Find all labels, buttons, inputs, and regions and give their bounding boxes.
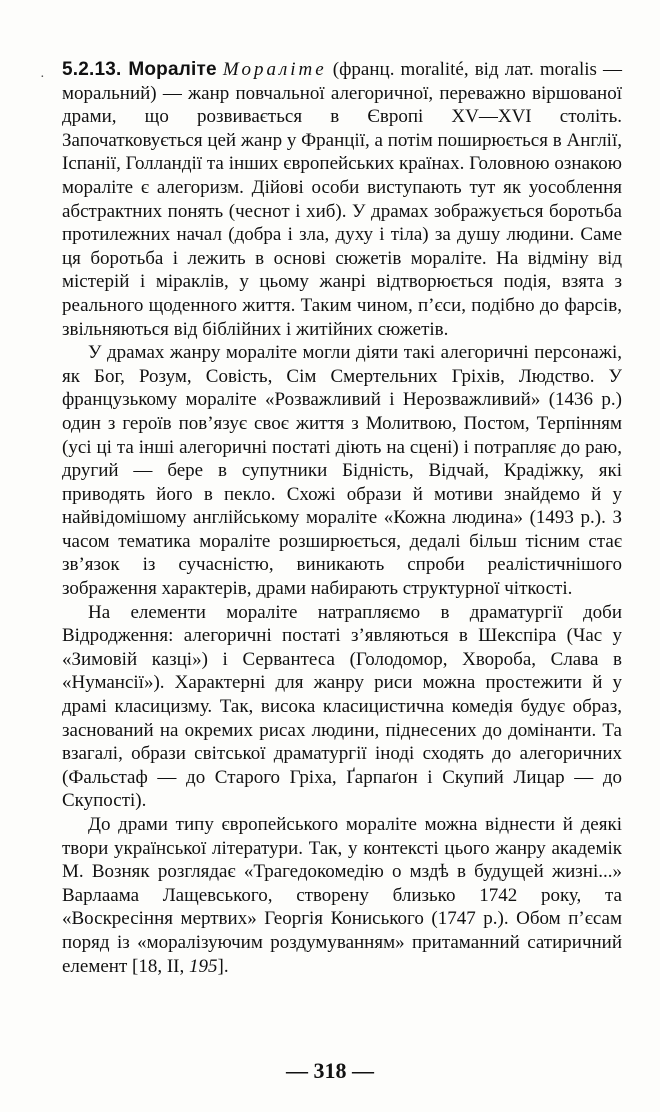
entry-term: Мораліте bbox=[222, 59, 327, 80]
citation-close: ]. bbox=[217, 955, 229, 977]
paragraph-renaissance: На елементи мораліте натрапляємо в драматургії доби Відродження: алегоричні постаті з’являються в Шекспіра (Час у «Зимовій казці») і Сервантеса (Голодомор, Хвороба, Слава в «Нумансії»). Характерні для жанру риси можна простежити й у драмі класицизму. Так, висока класицистична комедія будує образ, заснований на окремих рисах людини, піднесених до домінанти. Та взагалі, образи світської драматургії іноді сходять до алегоричних (Фальстаф — до Старого Гріха, Ґарпаґон і Скупий Лицар — до Скупості). bbox=[62, 601, 622, 812]
paragraph-ukrainian-text: До драми типу європейського мораліте можна віднести й деякі твори української літератури. Так, у контексті цього жанру академік М. Возняк розглядає «Трагедокомедію о мздѣ в будущей жизні...» Варлаама Лащевського, створену близько 1742 року, та «Воскресіння мертвих» Георгія Кониського (1747 р.). Обом п’єсам поряд із «моралізуючим роздумуванням» притаманний сатиричний елемент bbox=[62, 814, 622, 977]
entry-definition: (франц. moralité, від лат. moralis — моральний) — жанр повчальної алегоричної, переважно віршованої драми, що розвивається в Європі XV—XVI століть. Започатковується цей жанр у Франції, а потім поширюється в Англії, Іспанії, Голландії та інших європейських країнах. Головною ознакою мораліте є алегоризм. Дійові особи виступають тут як уособлення абстрактних понять (чеснот і хиб). У драмах зображується боротьба протилежних начал (добра і зла, духу і тіла) за душу людини. Саме ця боротьба і лежить в основі сюжетів мораліте. На відміну від містерій і міраклів, у цьому жанрі відтворюється подія, взята з реального щоденного життя. Таким чином, п’єси, подібно до фарсів, звільняються від біблійних і житійних сюжетів. bbox=[62, 59, 622, 340]
citation-page: 195 bbox=[189, 955, 218, 977]
citation-open: [18, II, bbox=[132, 955, 185, 977]
entry-mtoralite bbox=[62, 58, 622, 341]
page-body bbox=[62, 58, 622, 978]
margin-bullet: · bbox=[40, 70, 45, 85]
entry-heading: 5.2.13. Мораліте bbox=[62, 59, 217, 80]
page-number: — 318 — bbox=[286, 1058, 374, 1083]
paragraph-ukrainian bbox=[62, 813, 622, 978]
paragraph-characters: У драмах жанру мораліте могли діяти такі алегоричні персонажі, як Бог, Розум, Совість, Сім Смертельних Гріхів, Людство. У французькому мораліте «Розважливий і Нерозважливий» (1436 р.) один з героїв пов’язує своє життя з Молитвою, Постом, Терпінням (усі ці та інші алегоричні постаті діють на сцені) і потрапляє до раю, другий — бере в супутники Бідність, Відчай, Крадіжку, які приводять його в пекло. Схожі образи й мотиви знайдемо й у найвідомішому англійському мораліте «Кожна людина» (1493 р.). З часом тематика мораліте розширюється, дедалі більш тісним стає зв’язок із сучасністю, виникають спроби реалістичнішого зображення характерів, драми набирають структурної чіткості. bbox=[62, 342, 622, 600]
